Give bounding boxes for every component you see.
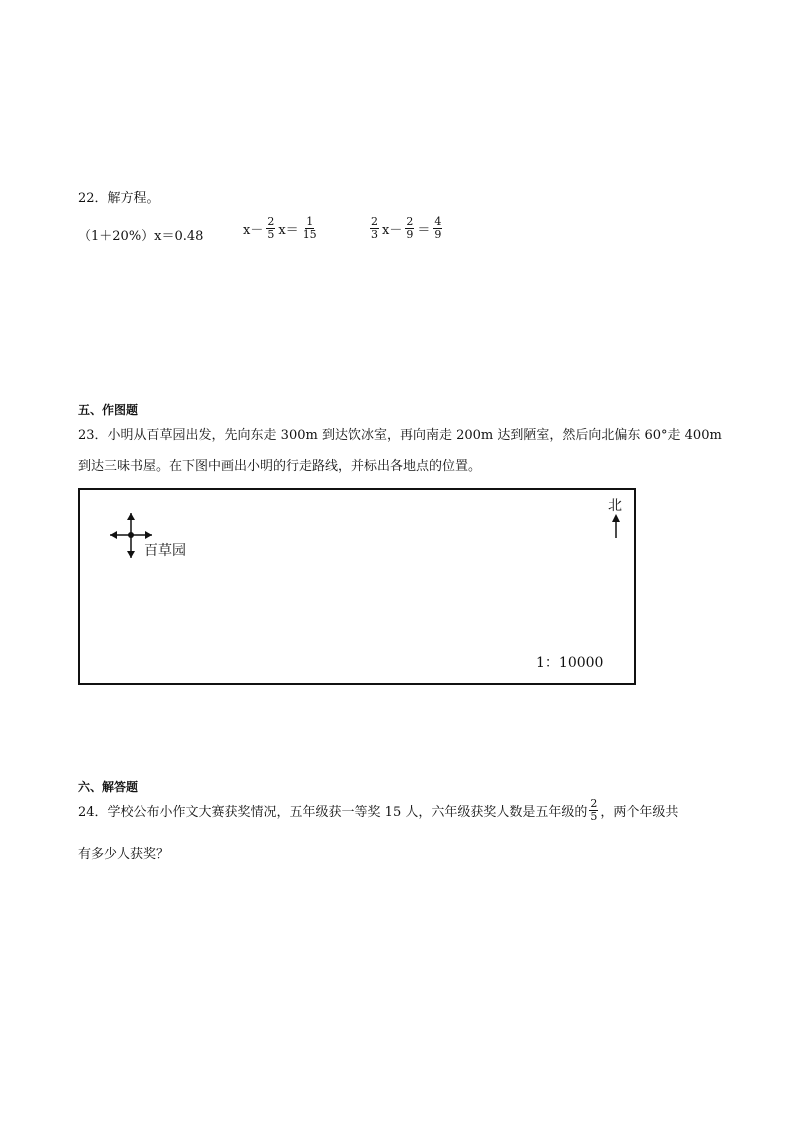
eq2-fraction-1: [266, 216, 275, 241]
q22-equation-1: （1＋20%）x＝0.48: [78, 229, 204, 244]
map-drawing-box[interactable]: [78, 488, 636, 685]
north-label: 北: [608, 498, 622, 514]
q24-fraction: [589, 798, 598, 823]
eq3-f3-numerator: 4: [434, 215, 442, 228]
q24-frac-denominator: 5: [590, 810, 598, 823]
q22-prompt: 22．解方程。: [78, 191, 160, 206]
q24-text-line-1: [78, 798, 678, 823]
q24-frac-numerator: 2: [590, 797, 598, 810]
north-arrow-icon: [612, 514, 620, 538]
q24-text-line-2: 有多少人获奖？: [78, 847, 170, 862]
eq3-f1-numerator: 2: [371, 215, 378, 228]
section-6-title: 六、解答题: [78, 780, 139, 794]
origin-label: 百草园: [144, 543, 186, 559]
eq3-f1-denominator: 3: [371, 228, 378, 241]
eq2-mid: x＝: [278, 223, 299, 238]
scale-label: 1：10000: [536, 655, 604, 671]
eq2-f2-denominator: 15: [302, 228, 317, 241]
eq3-f3-denominator: 9: [434, 228, 442, 241]
section-5-title: 五、作图题: [78, 403, 139, 417]
q24-part-2: ，两个年级共: [600, 805, 679, 820]
eq3-fraction-1: [370, 216, 379, 241]
eq3-f2-denominator: 9: [406, 228, 414, 241]
eq3-fraction-3: [433, 216, 442, 241]
eq3-fraction-2: [405, 216, 414, 241]
eq2-f2-numerator: 1: [306, 215, 314, 228]
eq3-f2-numerator: 2: [406, 215, 414, 228]
eq2-f1-denominator: 5: [267, 228, 275, 241]
eq3-equals: ＝: [417, 223, 431, 238]
q23-text-line-1: 23．小明从百草园出发，先向东走 300m 到达饮冰室，再向南走 200m 达到陋室，然后向北偏东 60°走 400m: [78, 428, 722, 443]
eq2-f1-numerator: 2: [267, 215, 275, 228]
q23-text-line-2: 到达三味书屋。在下图中画出小明的行走路线，并标出各地点的位置。: [78, 459, 482, 474]
eq2-lhs: x－: [243, 223, 264, 238]
eq2-fraction-2: [302, 216, 318, 241]
q22-equation-3: [370, 216, 442, 241]
q22-equation-2: [243, 216, 318, 241]
q24-part-1: 24．学校公布小作文大赛获奖情况，五年级获一等奖 15 人，六年级获奖人数是五年级的: [78, 805, 588, 820]
eq3-mid: x－: [382, 223, 403, 238]
